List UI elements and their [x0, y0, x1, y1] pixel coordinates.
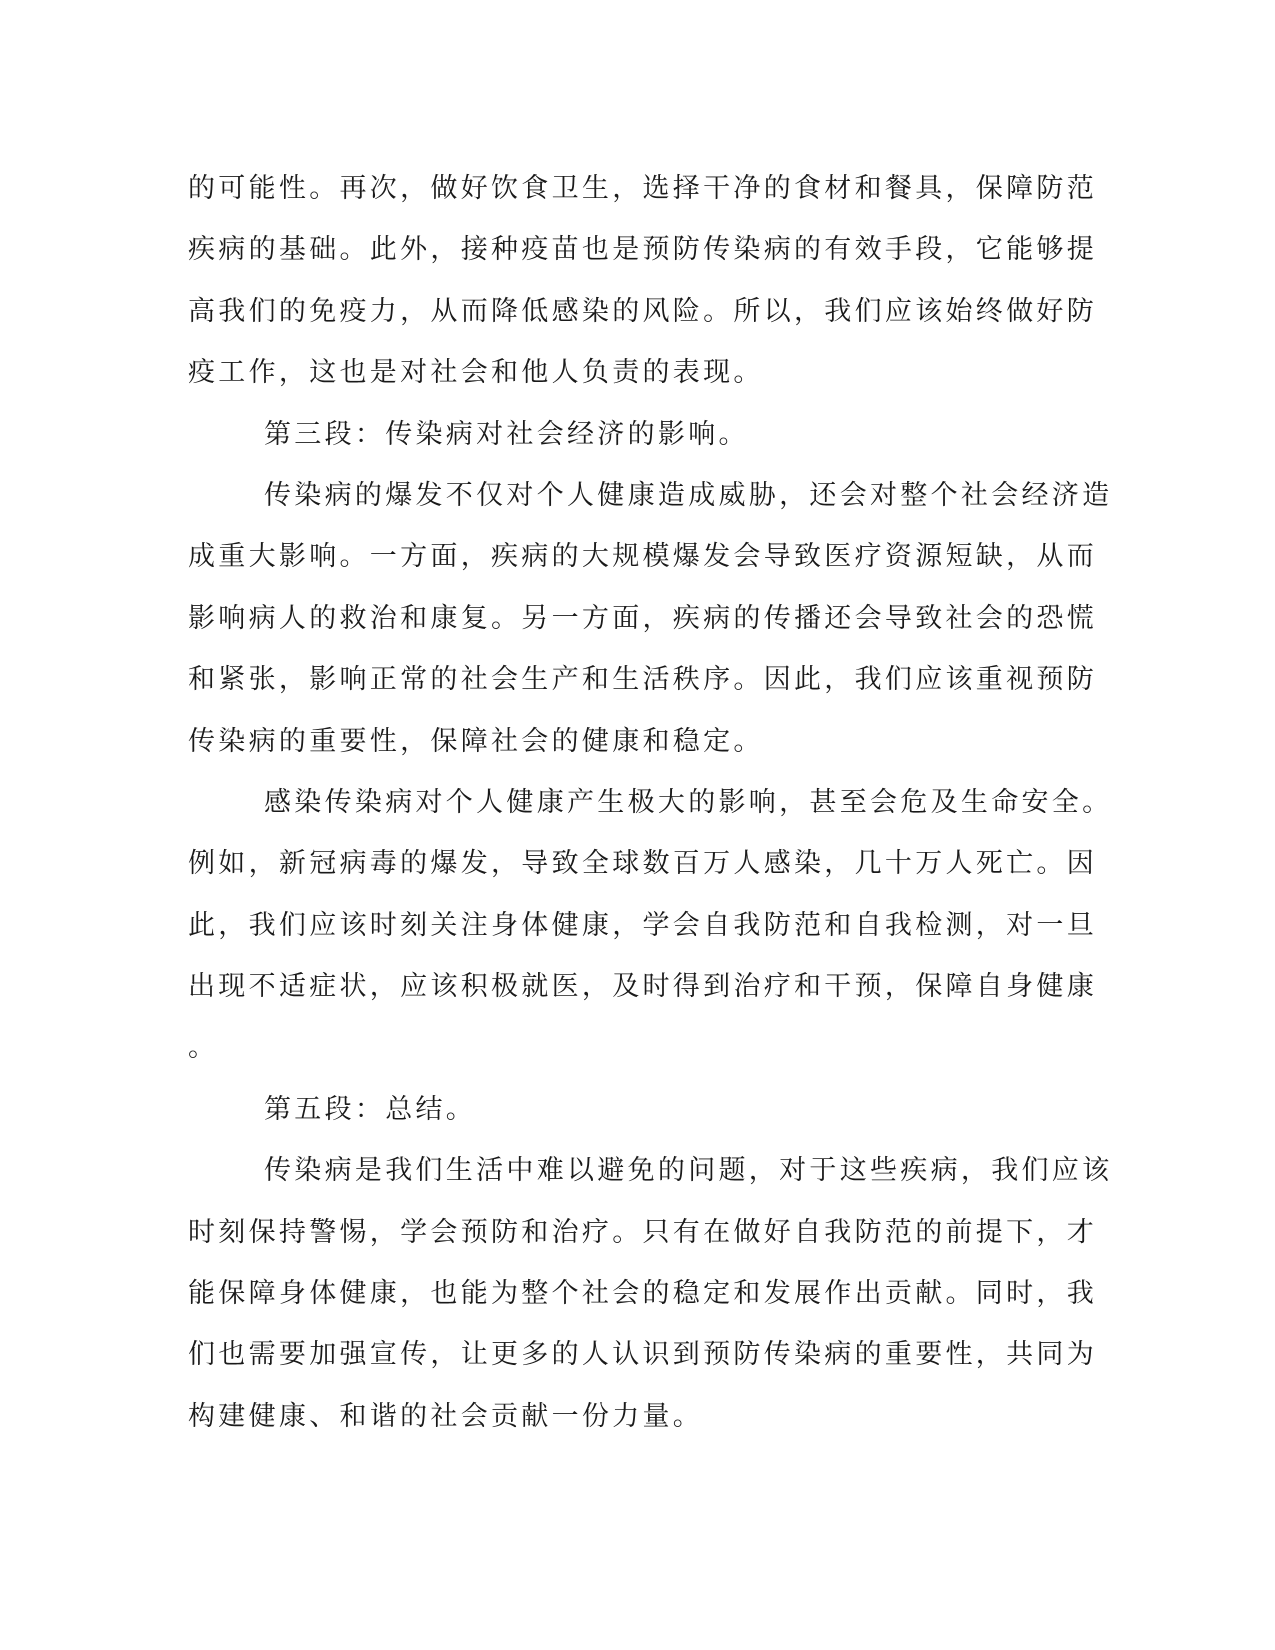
document-body	[188, 158, 1113, 1447]
paragraph-social-economy	[188, 465, 1113, 772]
text-line: 高我们的免疫力，从而降低感染的风险。所以，我们应该始终做好防	[188, 295, 1097, 327]
paragraph-summary	[188, 1140, 1113, 1447]
text-line: 传染病的爆发不仅对个人健康造成威胁，还会对整个社会经济造	[264, 479, 1113, 511]
text-line: 。	[188, 1032, 219, 1064]
text-line: 们也需要加强宣传，让更多的人认识到预防传染病的重要性，共同为	[188, 1339, 1097, 1371]
text-line: 出现不适症状，应该积极就医，及时得到治疗和干预，保障自身健康	[188, 971, 1097, 1003]
text-line: 影响病人的救治和康复。另一方面，疾病的传播还会导致社会的恐慌	[188, 602, 1097, 634]
text-line: 传染病是我们生活中难以避免的问题，对于这些疾病，我们应该	[264, 1155, 1113, 1187]
text-line: 疾病的基础。此外，接种疫苗也是预防传染病的有效手段，它能够提	[188, 234, 1097, 266]
text-line: 传染病的重要性，保障社会的健康和稳定。	[188, 725, 764, 757]
paragraph-continuation	[188, 158, 1097, 404]
paragraph-personal-health	[188, 772, 1113, 1079]
text-line: 构建健康、和谐的社会贡献一份力量。	[188, 1400, 704, 1432]
section-heading-3	[188, 404, 1088, 465]
text-line: 能保障身体健康，也能为整个社会的稳定和发展作出贡献。同时，我	[188, 1278, 1097, 1310]
text-line: 成重大影响。一方面，疾病的大规模爆发会导致医疗资源短缺，从而	[188, 541, 1097, 573]
text-line: 疫工作，这也是对社会和他人负责的表现。	[188, 357, 764, 389]
text-line: 此，我们应该时刻关注身体健康，学会自我防范和自我检测，对一旦	[188, 909, 1097, 941]
text-line: 感染传染病对个人健康产生极大的影响，甚至会危及生命安全。	[264, 786, 1113, 818]
text-line: 和紧张，影响正常的社会生产和生活秩序。因此，我们应该重视预防	[188, 664, 1097, 696]
text-line: 的可能性。再次，做好饮食卫生，选择干净的食材和餐具，保障防范	[188, 173, 1097, 204]
text-line: 时刻保持警惕，学会预防和治疗。只有在做好自我防范的前提下，才	[188, 1216, 1097, 1248]
heading-line: 第三段：传染病对社会经济的影响。	[264, 418, 749, 450]
heading-line: 第五段：总结。	[264, 1093, 477, 1125]
text-line: 例如，新冠病毒的爆发，导致全球数百万人感染，几十万人死亡。因	[188, 848, 1097, 880]
section-heading-5	[188, 1079, 1088, 1140]
